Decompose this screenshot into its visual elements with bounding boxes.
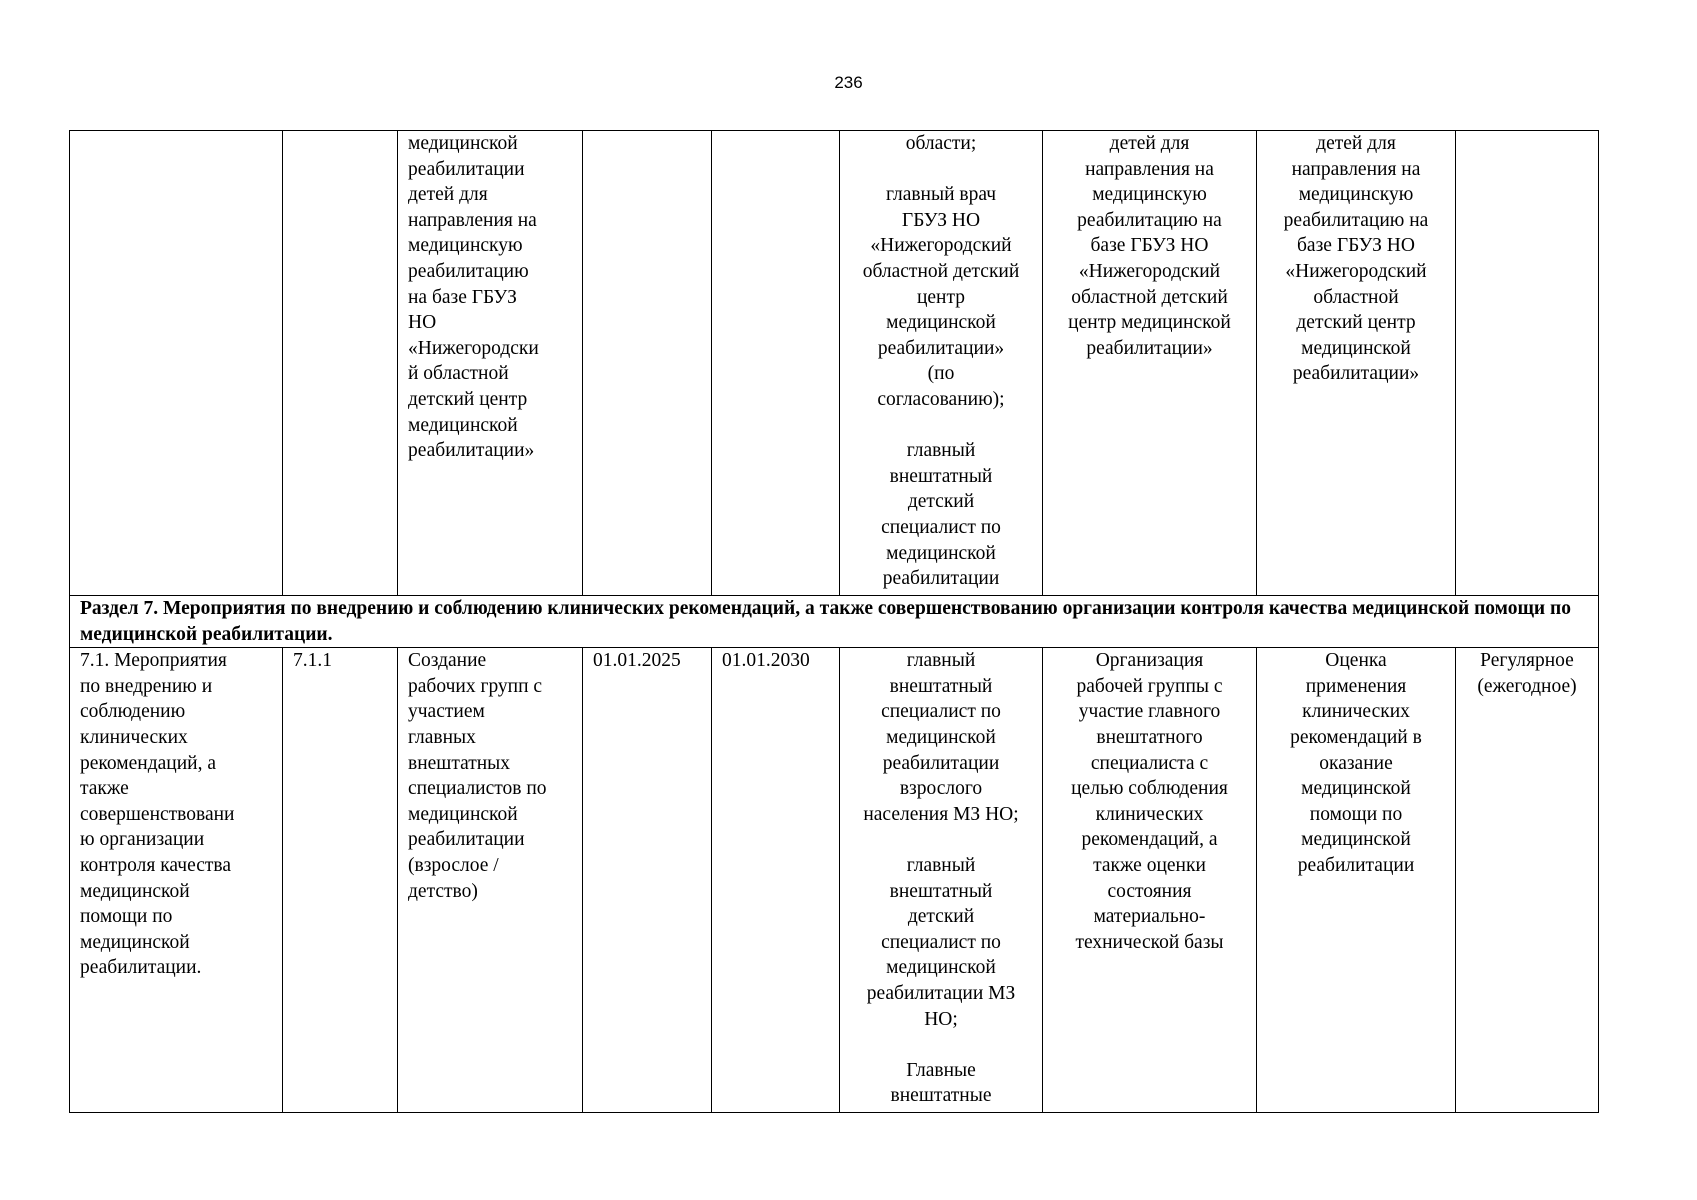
cell-result: детей для направления на медицинскую реабилитацию на базе ГБУЗ НО «Нижегородский областной детский центр медицинской реабилитации» [1043,131,1257,596]
cell-outcome: детей для направления на медицинскую реабилитацию на базе ГБУЗ НО «Нижегородский областной детский центр медицинской реабилитации» [1257,131,1456,596]
cell-start-date [583,131,712,596]
table-row-7-1-1 [70,648,1599,1113]
section-header-row [70,596,1599,648]
cell-responsible: главный внештатный специалист по медицинской реабилитации взрослого населения МЗ НО; главный внештатный детский специалист по медицинской реабилитации МЗ НО; Главные внештатные [840,648,1043,1113]
table-row-continuation [70,131,1599,596]
cell-start-date: 01.01.2025 [583,648,712,1113]
cell-number: 7.1.1 [283,648,398,1113]
cell-end-date: 01.01.2030 [712,648,840,1113]
page-number: 236 [834,73,863,92]
measures-table [69,130,1599,1113]
cell-frequency: Регулярное (ежегодное) [1456,648,1599,1113]
cell-end-date [712,131,840,596]
cell-description: Создание рабочих групп с участием главных внештатных специалистов по медицинской реабилитации (взрослое / детство) [398,648,583,1113]
cell-description: медицинской реабилитации детей для направления на медицинскую реабилитацию на базе ГБУЗ НО «Нижегородски й областной детский центр медицинской реабилитации» [398,131,583,596]
cell-activity: 7.1. Мероприятия по внедрению и соблюдению клинических рекомендаций, а также совершенствовани ю организации контроля качества медицинской помощи по медицинской реабилитации. [70,648,283,1113]
cell-number [283,131,398,596]
cell-activity [70,131,283,596]
cell-result: Организация рабочей группы с участие главного внештатного специалиста с целью соблюдения клинических рекомендаций, а также оценки состояния материально- технической базы [1043,648,1257,1113]
cell-responsible: области; главный врач ГБУЗ НО «Нижегородский областной детский центр медицинской реабилитации» (по согласованию); главный внештатный детский специалист по медицинской реабилитации [840,131,1043,596]
cell-outcome: Оценка применения клинических рекомендаций в оказание медицинской помощи по медицинской реабилитации [1257,648,1456,1113]
cell-frequency [1456,131,1599,596]
section-header: Раздел 7. Мероприятия по внедрению и соблюдению клинических рекомендаций, а также совершенствованию организации контроля качества медицинской помощи по медицинской реабилитации. [70,596,1599,648]
